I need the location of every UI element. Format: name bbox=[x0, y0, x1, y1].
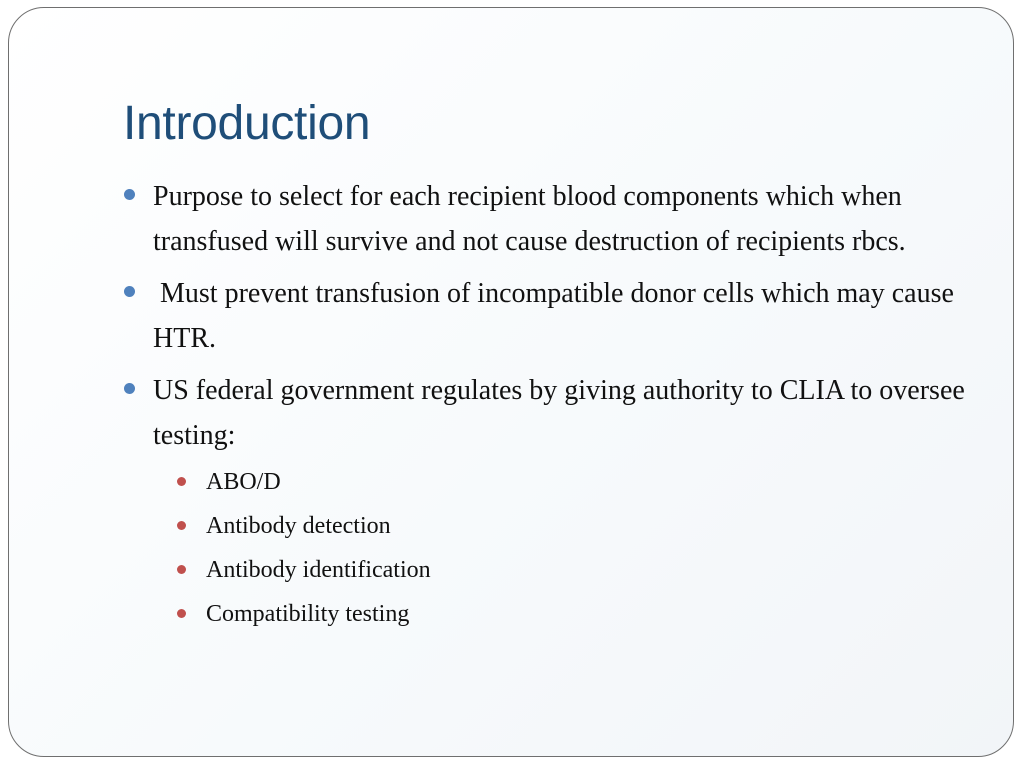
sub-bullet-text: Antibody detection bbox=[206, 513, 391, 539]
bullet-dot-icon bbox=[124, 383, 135, 394]
sub-bullet-item bbox=[153, 592, 983, 636]
sub-bullet-item bbox=[153, 548, 983, 592]
slide-title: Introduction bbox=[123, 97, 371, 150]
sub-bullet-text: ABO/D bbox=[206, 469, 281, 495]
bullet-dot-icon bbox=[124, 189, 135, 200]
bullet-item-prevent-transfusion bbox=[123, 271, 983, 361]
bullet-dot-icon bbox=[124, 286, 135, 297]
sub-bullet-item bbox=[153, 504, 983, 548]
bullet-text: Purpose to select for each recipient blood components which when transfused will survive and not cause destruction of recipients rbcs. bbox=[153, 181, 906, 257]
bullet-list bbox=[123, 174, 983, 643]
bullet-item-purpose bbox=[123, 174, 983, 264]
bullet-item-federal-regulation bbox=[123, 368, 983, 636]
sub-bullet-text: Compatibility testing bbox=[206, 601, 410, 627]
bullet-text: Must prevent transfusion of incompatible donor cells which may cause HTR. bbox=[153, 278, 961, 354]
sub-bullet-dot-icon bbox=[177, 565, 186, 574]
sub-bullet-text: Antibody identification bbox=[206, 557, 431, 583]
sub-bullet-item bbox=[153, 460, 983, 504]
sub-bullet-dot-icon bbox=[177, 521, 186, 530]
slide-frame bbox=[8, 7, 1014, 757]
sub-bullet-list bbox=[153, 460, 983, 636]
sub-bullet-dot-icon bbox=[177, 477, 186, 486]
sub-bullet-dot-icon bbox=[177, 609, 186, 618]
bullet-text: US federal government regulates by giving authority to CLIA to oversee testing: bbox=[153, 375, 965, 451]
